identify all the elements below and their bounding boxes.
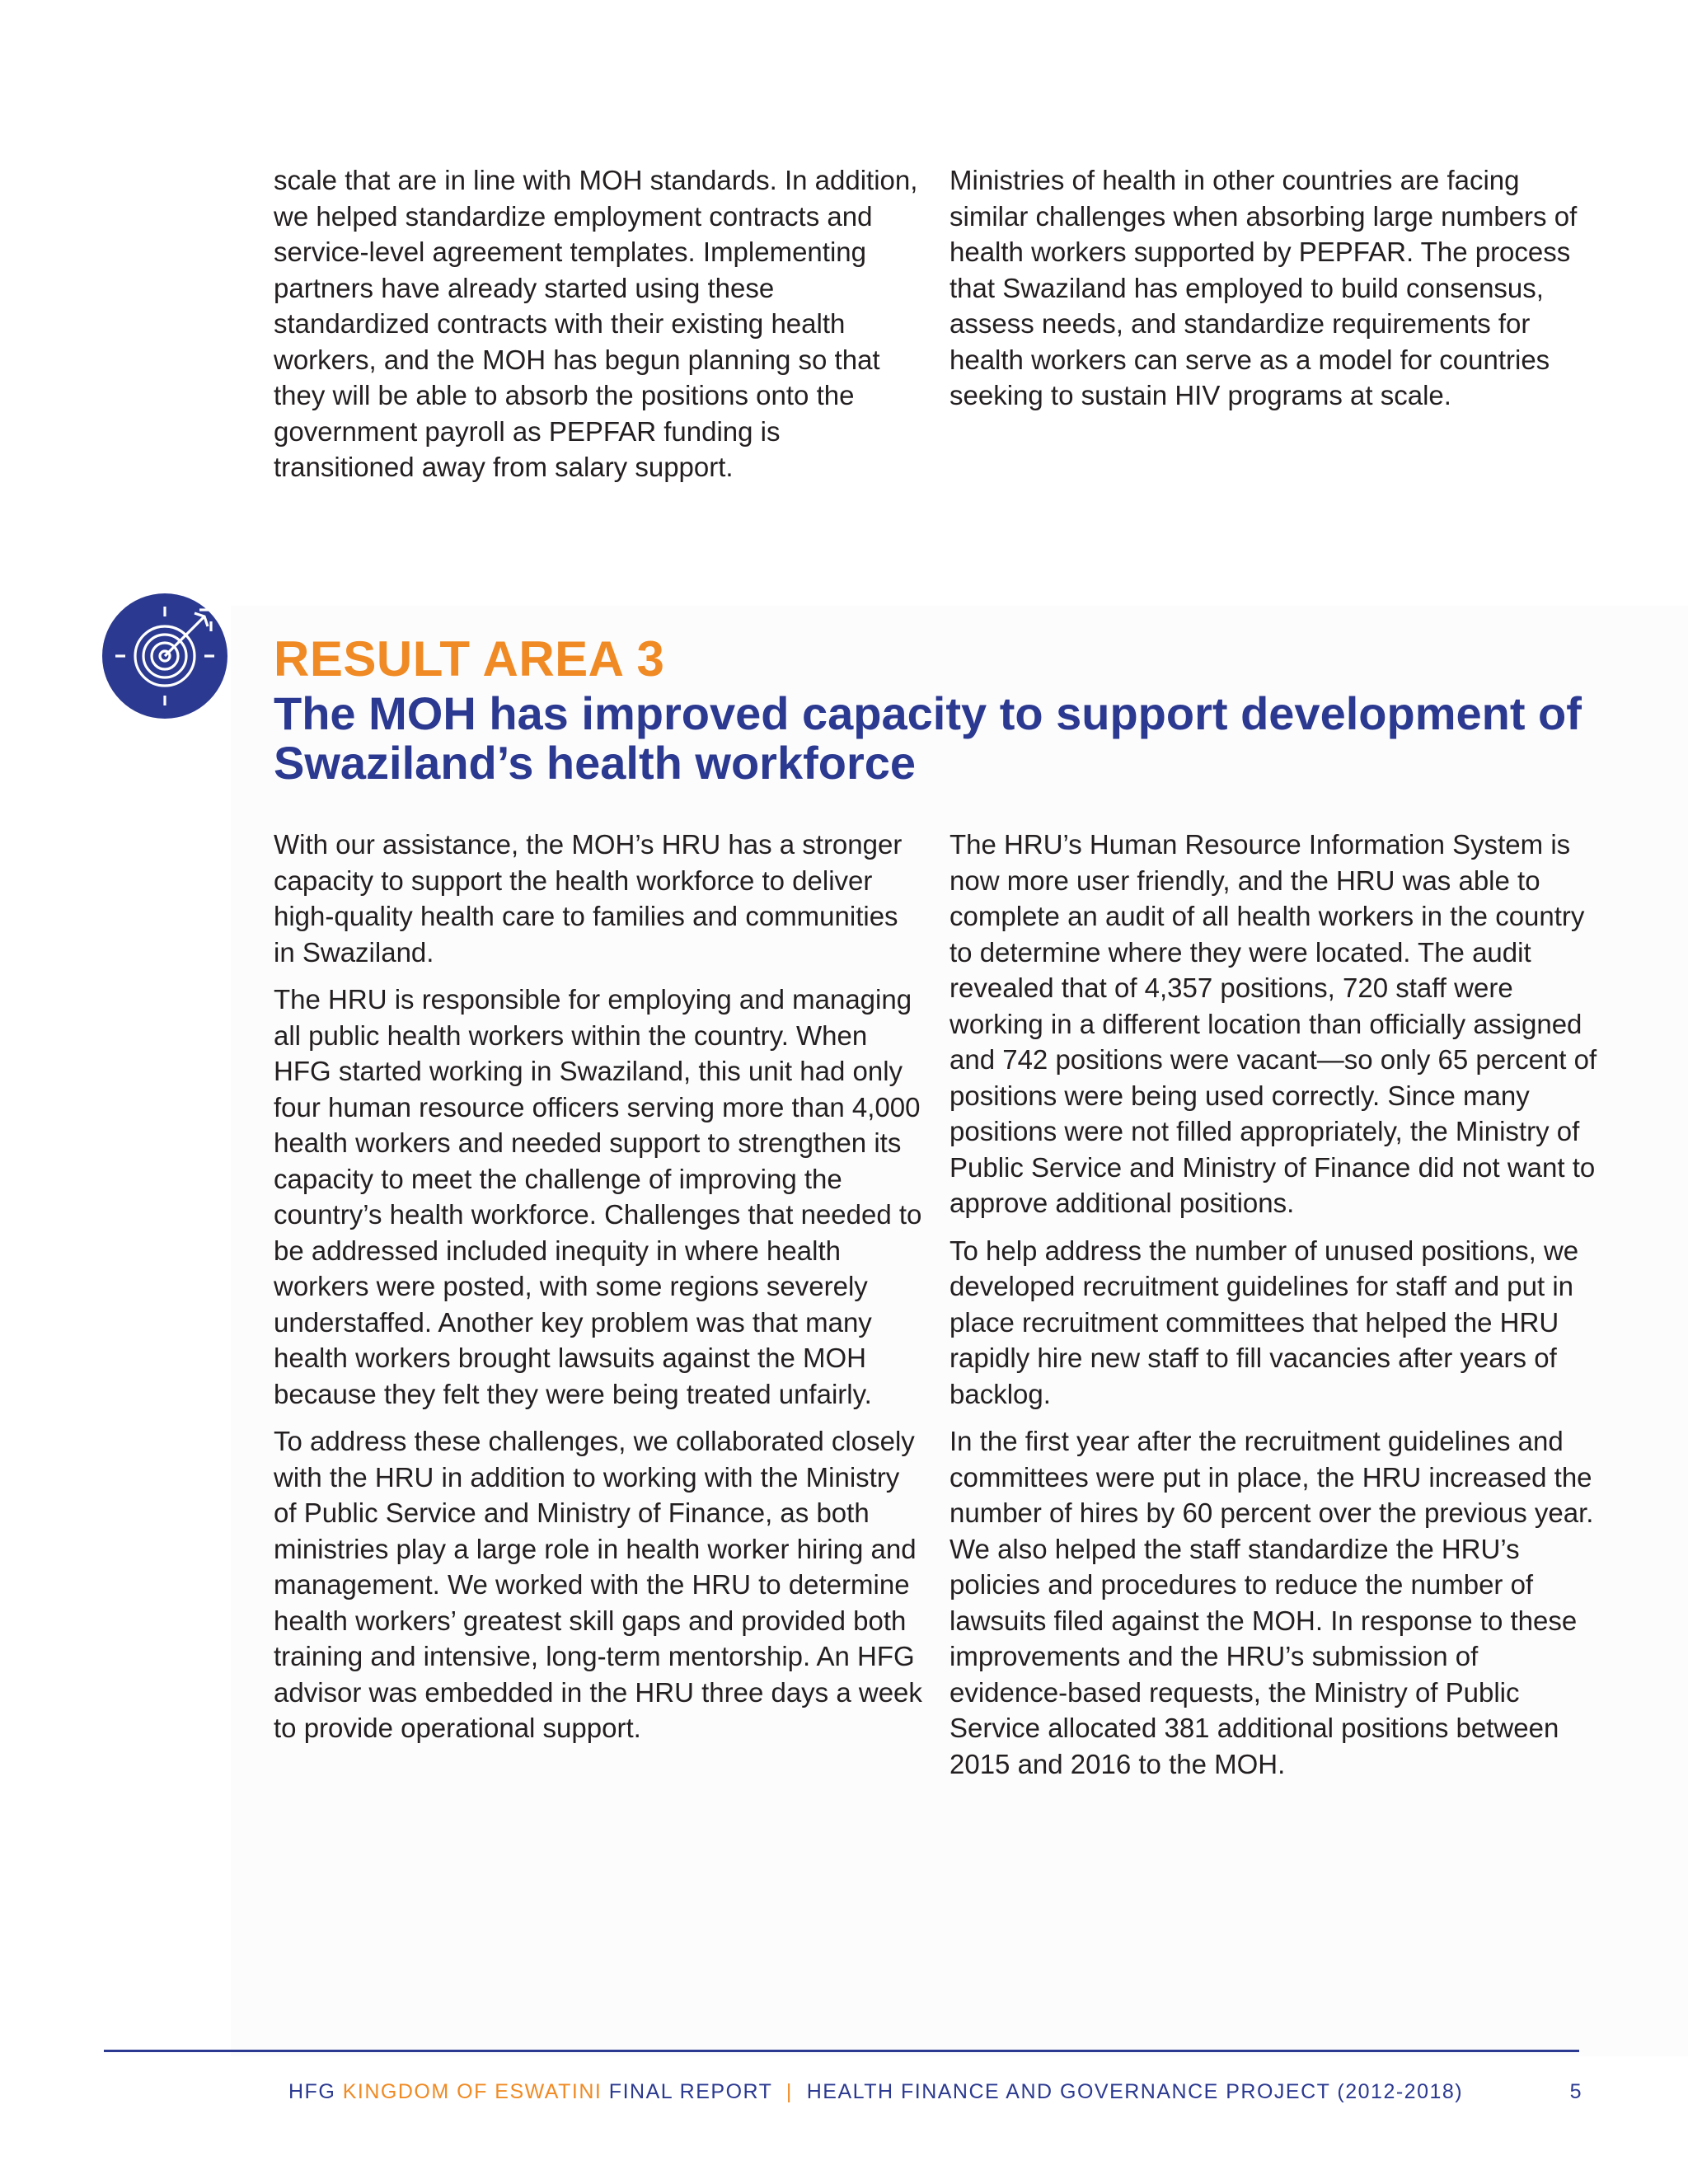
paragraph: The HRU is responsible for employing and managing all public health workers within the country. When HFG started working in Swaziland, this unit had only four human resource officers serving more than 4,000 health workers and needed support to strengthen its capacity to meet the challenge of improving the country’s health workforce. Challenges that needed to be addressed included inequity in where health workers were posted, with some regions severely understaffed. Another key problem was that many health workers brought lawsuits against the MOH because they felt they were being treated unfairly.: [274, 984, 922, 1409]
footer-separator: |: [785, 2080, 793, 2103]
top-right-column: [950, 162, 1601, 425]
footer-report: FINAL REPORT: [608, 2080, 772, 2103]
paragraph: To help address the number of unused positions, we developed recruitment guidelines for staff and put in place recruitment committees that helped the HRU rapidly hire new staff to fill vacancies after years of backlog.: [950, 1235, 1579, 1409]
page-number: 5: [1569, 2080, 1582, 2103]
paragraph: In the first year after the recruitment guidelines and committees were put in place, the HRU increased the number of hires by 60 percent over the previous year. We also helped the staff standardize the HRU’s policies and procedures to reduce the number of lawsuits filed against the MOH. In response to these improvements and the HRU’s submission of evidence-based requests, the Ministry of Public Service allocated 381 additional positions between 2015 and 2016 to the MOH.: [950, 1426, 1594, 1779]
paragraph: Ministries of health in other countries are facing similar challenges when absorbing large numbers of health workers supported by PEPFAR. The process that Swaziland has employed to build consensus, assess needs, and standardize requirements for health workers can serve as a model for countries seeking to sustain HIV programs at scale.: [950, 165, 1578, 410]
paragraph: To address these challenges, we collaborated closely with the HRU in addition to working with the Ministry of Public Service and Ministry of Finance, as both ministries play a large role in health worker hiring and management. We worked with the HRU to determine health workers’ greatest skill gaps and provided both training and intensive, long-term mentorship. An HFG advisor was embedded in the HRU three days a week to provide operational support.: [274, 1426, 922, 1743]
body-right-column: [950, 827, 1601, 1793]
footer-project: HEALTH FINANCE AND GOVERNANCE PROJECT (2012-2018): [806, 2080, 1464, 2103]
paragraph: scale that are in line with MOH standards. In addition, we helped standardize employment contracts and service-level agreement templates. Implementing partners have already started using these standardized contracts with their existing health workers, and the MOH has begun planning so that they will be able to absorb the positions onto the government payroll as PEPFAR funding is transitioned away from salary support.: [274, 165, 918, 482]
paragraph: The HRU’s Human Resource Information System is now more user friendly, and the HRU was able to complete an audit of all health workers in the country to determine where they were located. The audit revealed that of 4,357 positions, 720 staff were working in a different location than officially assigned and 742 positions were vacant—so only 65 percent of positions were being used correctly. Since many positions were not filled appropriately, the Ministry of Public Service and Ministry of Finance did not want to approve additional positions.: [950, 829, 1597, 1218]
footer-rule: [104, 2050, 1579, 2052]
target-icon: [102, 593, 227, 719]
top-left-column: [274, 162, 925, 497]
footer: [288, 2080, 1582, 2104]
body-left-column: [274, 827, 925, 1758]
paragraph: With our assistance, the MOH’s HRU has a stronger capacity to support the health workforce to deliver high-quality health care to families and communities in Swaziland.: [274, 829, 903, 968]
footer-country: KINGDOM OF ESWATINI: [342, 2080, 603, 2103]
section-title: The MOH has improved capacity to support development of Swaziland’s health workforce: [274, 687, 1582, 789]
footer-prefix: HFG: [288, 2080, 336, 2103]
result-area-label: RESULT AREA 3: [274, 631, 665, 687]
